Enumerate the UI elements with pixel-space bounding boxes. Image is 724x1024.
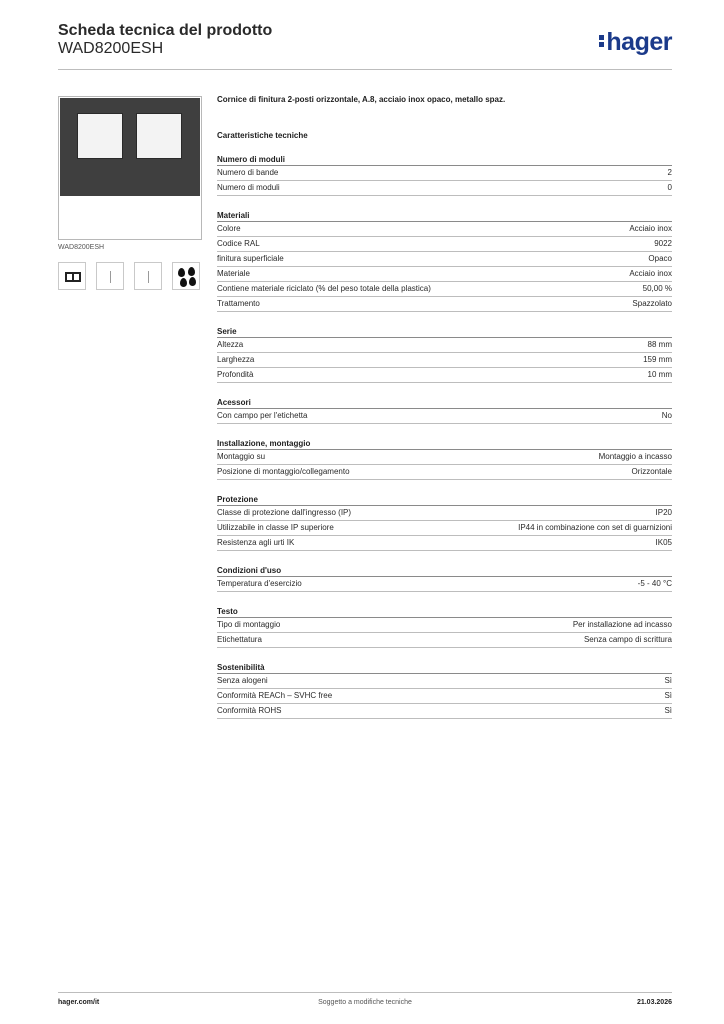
spec-section (217, 494, 672, 551)
spec-row (217, 536, 672, 551)
spec-value: Sì (664, 706, 672, 715)
spec-section (217, 438, 672, 480)
spec-value: Opaco (648, 254, 672, 263)
spec-section (217, 606, 672, 648)
spec-value: 10 mm (647, 370, 672, 379)
spec-value: No (661, 411, 672, 420)
spec-value: IK05 (655, 538, 672, 547)
spec-section (217, 662, 672, 719)
spec-value: Montaggio a incasso (598, 452, 672, 461)
spec-label: Montaggio su (217, 452, 266, 461)
spec-value: Per installazione ad incasso (572, 620, 672, 629)
spec-label: Utilizzabile in classe IP superiore (217, 523, 334, 532)
spec-sections (217, 154, 672, 719)
page-footer (58, 992, 672, 1012)
water-drops-icon (172, 262, 200, 290)
spec-value: IP44 in combinazione con set di guarnizioni (518, 523, 672, 532)
spec-row (217, 252, 672, 267)
spec-value: Sì (664, 691, 672, 700)
spec-row (217, 506, 672, 521)
spec-label: Altezza (217, 340, 244, 349)
spec-row (217, 338, 672, 353)
logo-text: hager (606, 28, 672, 56)
section-title: Numero di moduli (217, 154, 672, 166)
spec-value: 50,00 % (642, 284, 672, 293)
spec-label: Contiene materiale riciclato (% del peso totale della plastica) (217, 284, 431, 293)
spec-value: IP20 (655, 508, 672, 517)
double-frame-icon (58, 262, 86, 290)
spec-row (217, 521, 672, 536)
spec-row (217, 282, 672, 297)
spec-row (217, 368, 672, 383)
spec-row (217, 618, 672, 633)
spec-value: Orizzontale (631, 467, 672, 476)
logo-dots-icon (599, 33, 604, 49)
frame-graphic (60, 98, 200, 196)
spec-label: Con campo per l'etichetta (217, 411, 308, 420)
spec-section (217, 565, 672, 592)
section-title: Testo (217, 606, 672, 618)
section-title: Protezione (217, 494, 672, 506)
spec-label: Senza alogeni (217, 676, 268, 685)
spec-row (217, 577, 672, 592)
section-title: Installazione, montaggio (217, 438, 672, 450)
product-code: WAD8200ESH (58, 40, 164, 57)
spec-section (217, 210, 672, 312)
section-title: Condizioni d'uso (217, 565, 672, 577)
section-title: Materiali (217, 210, 672, 222)
spec-value: Spazzolato (632, 299, 672, 308)
footer-website[interactable]: hager.com/it (58, 999, 100, 1006)
spec-row (217, 181, 672, 196)
spec-value: -5 - 40 °C (637, 579, 672, 588)
spec-label: finitura superficiale (217, 254, 284, 263)
product-image (58, 96, 202, 240)
spec-value: 9022 (654, 239, 672, 248)
spec-row (217, 465, 672, 480)
footer-date: 21.03.2026 (636, 999, 672, 1006)
single-line-icon (134, 262, 162, 290)
spec-label: Etichettatura (217, 635, 262, 644)
spec-value: 0 (667, 183, 672, 192)
spec-row (217, 297, 672, 312)
spec-label: Resistenza agli urti IK (217, 538, 295, 547)
page-header (58, 22, 672, 70)
spec-label: Colore (217, 224, 241, 233)
product-description: Cornice di finitura 2-posti orizzontale, A.8, acciaio inox opaco, metallo spaz. (217, 95, 506, 104)
spec-row (217, 633, 672, 648)
frame-opening-left (77, 113, 123, 159)
spec-label: Materiale (217, 269, 250, 278)
spec-row (217, 409, 672, 424)
specs-title: Caratteristiche tecniche (217, 131, 308, 140)
spec-section (217, 397, 672, 424)
spec-label: Larghezza (217, 355, 255, 364)
spec-label: Classe di protezione dall'ingresso (IP) (217, 508, 352, 517)
footer-note: Soggetto a modifiche tecniche (318, 999, 412, 1006)
spec-row (217, 689, 672, 704)
spec-label: Conformità REACh – SVHC free (217, 691, 333, 700)
spec-section (217, 154, 672, 196)
spec-label: Conformità ROHS (217, 706, 282, 715)
spec-section (217, 326, 672, 383)
spec-value: Acciaio inox (629, 269, 672, 278)
spec-label: Numero di moduli (217, 183, 280, 192)
spec-label: Numero di bande (217, 168, 279, 177)
spec-value: 159 mm (643, 355, 672, 364)
spec-value: 88 mm (647, 340, 672, 349)
spec-row (217, 674, 672, 689)
spec-value: Acciaio inox (629, 224, 672, 233)
spec-label: Temperatura d'esercizio (217, 579, 302, 588)
single-line-icon (96, 262, 124, 290)
section-title: Acessori (217, 397, 672, 409)
spec-value: 2 (667, 168, 672, 177)
spec-row (217, 450, 672, 465)
spec-row (217, 166, 672, 181)
spec-value: Senza campo di scrittura (583, 635, 672, 644)
section-title: Sostenibilità (217, 662, 672, 674)
spec-label: Profondità (217, 370, 254, 379)
spec-label: Trattamento (217, 299, 260, 308)
spec-row (217, 237, 672, 252)
spec-label: Posizione di montaggio/collegamento (217, 467, 350, 476)
hager-logo (599, 28, 672, 57)
spec-value: Sì (664, 676, 672, 685)
spec-label: Tipo di montaggio (217, 620, 281, 629)
spec-label: Codice RAL (217, 239, 260, 248)
spec-row (217, 222, 672, 237)
image-caption: WAD8200ESH (58, 244, 105, 251)
spec-row (217, 353, 672, 368)
frame-opening-right (136, 113, 182, 159)
section-title: Serie (217, 326, 672, 338)
specs-content (217, 94, 672, 719)
spec-row (217, 267, 672, 282)
spec-row (217, 704, 672, 719)
page-title: Scheda tecnica del prodotto (58, 22, 273, 39)
